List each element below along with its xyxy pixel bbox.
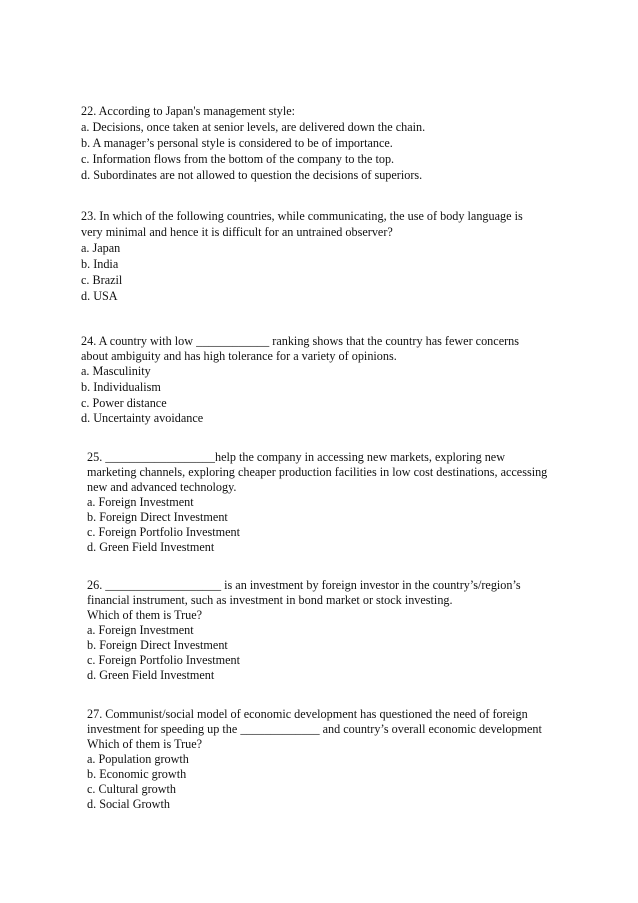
question-25-option-c: c. Foreign Portfolio Investment [87,525,240,539]
question-26-option-b: b. Foreign Direct Investment [87,638,228,652]
question-27-option-b: b. Economic growth [87,767,187,781]
question-27-stem-line-1: 27. Communist/social model of economic development has questioned the need of foreign [87,707,528,721]
question-24-stem-line-1: 24. A country with low ____________ ranking shows that the country has fewer concerns [81,334,519,348]
question-25-stem-line-1: 25. __________________help the company in accessing new markets, exploring new [87,450,506,464]
question-26-stem-line-1: 26. ___________________ is an investment by foreign investor in the country’s/region’s [87,578,521,592]
question-27-option-d: d. Social Growth [87,797,170,811]
question-26-option-a: a. Foreign Investment [87,623,194,637]
question-26-prompt: Which of them is True? [87,608,203,622]
question-24-stem-line-2: about ambiguity and has high tolerance for a variety of opinions. [81,349,397,363]
question-23-stem-line-2: very minimal and hence it is difficult for an untrained observer? [81,225,393,239]
question-22-option-c: c. Information flows from the bottom of the company to the top. [81,152,395,166]
question-26-option-c: c. Foreign Portfolio Investment [87,653,240,667]
question-24-option-d: d. Uncertainty avoidance [81,411,204,425]
question-22-option-b: b. A manager’s personal style is considered to be of importance. [81,136,393,150]
question-26-stem-line-2: financial instrument, such as investment in bond market or stock investing. [87,593,453,607]
question-24-option-c: c. Power distance [81,396,167,410]
question-23-option-b: b. India [81,257,119,271]
question-23-option-d: d. USA [81,289,118,303]
question-27-prompt: Which of them is True? [87,737,203,751]
question-22-option-a: a. Decisions, once taken at senior levels, are delivered down the chain. [81,120,426,134]
question-27-option-a: a. Population growth [87,752,189,766]
question-22-stem: 22. According to Japan's management style: [81,104,296,118]
question-25-option-a: a. Foreign Investment [87,495,194,509]
question-25-stem-line-2: marketing channels, exploring cheaper production facilities in low cost destinations, accessing [87,465,548,479]
question-25-stem-line-3: new and advanced technology. [87,480,237,494]
question-24-option-a: a. Masculinity [81,364,151,378]
question-22-option-d: d. Subordinates are not allowed to question the decisions of superiors. [81,168,423,182]
question-23-stem-line-1: 23. In which of the following countries, while communicating, the use of body language is [81,209,523,223]
question-23-option-c: c. Brazil [81,273,123,287]
question-27-stem-line-2: investment for speeding up the _____________ and country’s overall economic development [87,722,542,736]
question-27-option-c: c. Cultural growth [87,782,177,796]
question-25-option-d: d. Green Field Investment [87,540,215,554]
question-26-option-d: d. Green Field Investment [87,668,215,682]
question-24-option-b: b. Individualism [81,380,161,394]
question-23-option-a: a. Japan [81,241,121,255]
question-25-option-b: b. Foreign Direct Investment [87,510,228,524]
